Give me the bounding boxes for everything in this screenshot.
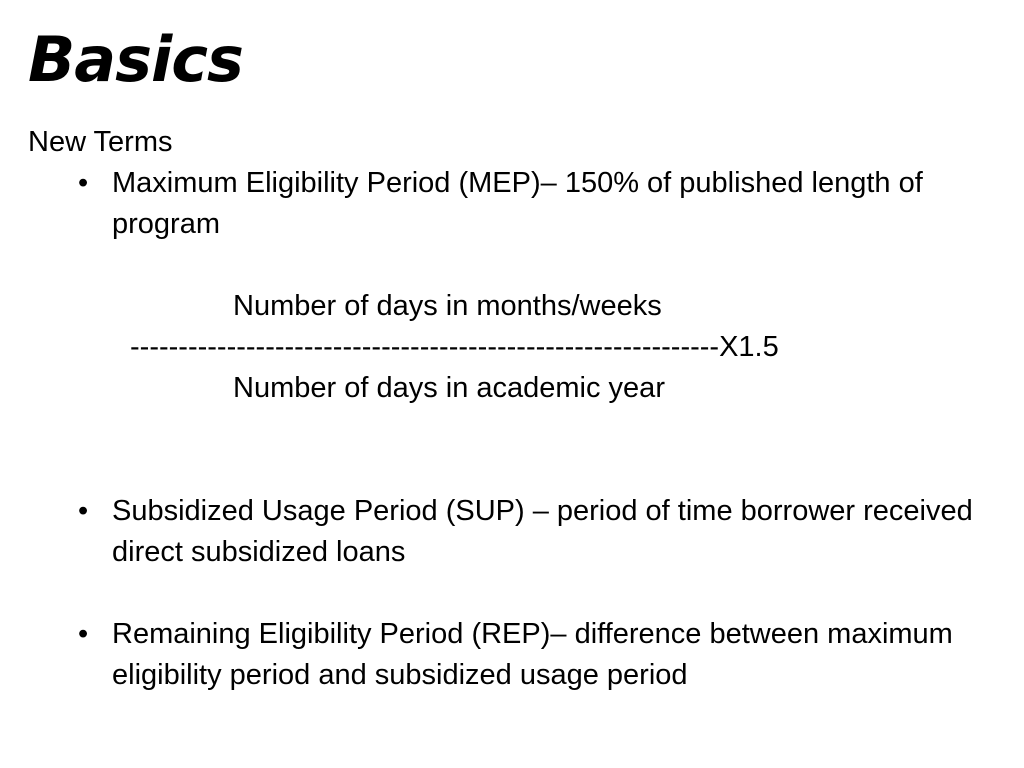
bullet-icon: •: [78, 495, 89, 527]
formula-denominator: Number of days in academic year: [233, 372, 665, 404]
bullet-icon: •: [78, 167, 89, 199]
subheading: New Terms: [28, 126, 173, 158]
formula-numerator: Number of days in months/weeks: [233, 290, 662, 322]
slide-title: Basics: [28, 23, 243, 96]
bullet-text: Subsidized Usage Period (SUP) – period of time borrower received direct subsidized loans: [112, 495, 973, 568]
spacer: [28, 573, 988, 614]
bullet-text: Maximum Eligibility Period (MEP)– 150% of published length of program: [112, 167, 923, 240]
bullet-text: Remaining Eligibility Period (REP)– difference between maximum eligibility period and subsidized usage period: [112, 618, 953, 691]
spacer: [28, 409, 988, 491]
bullet-item-sup: [28, 491, 988, 573]
slide-content: [28, 122, 988, 696]
bullet-item-mep: [28, 163, 988, 245]
mep-formula: [28, 286, 988, 409]
formula-divider: -------------------------------------------------------------X1.5: [130, 331, 779, 363]
bullet-item-rep: [28, 614, 988, 696]
bullet-icon: •: [78, 618, 89, 650]
